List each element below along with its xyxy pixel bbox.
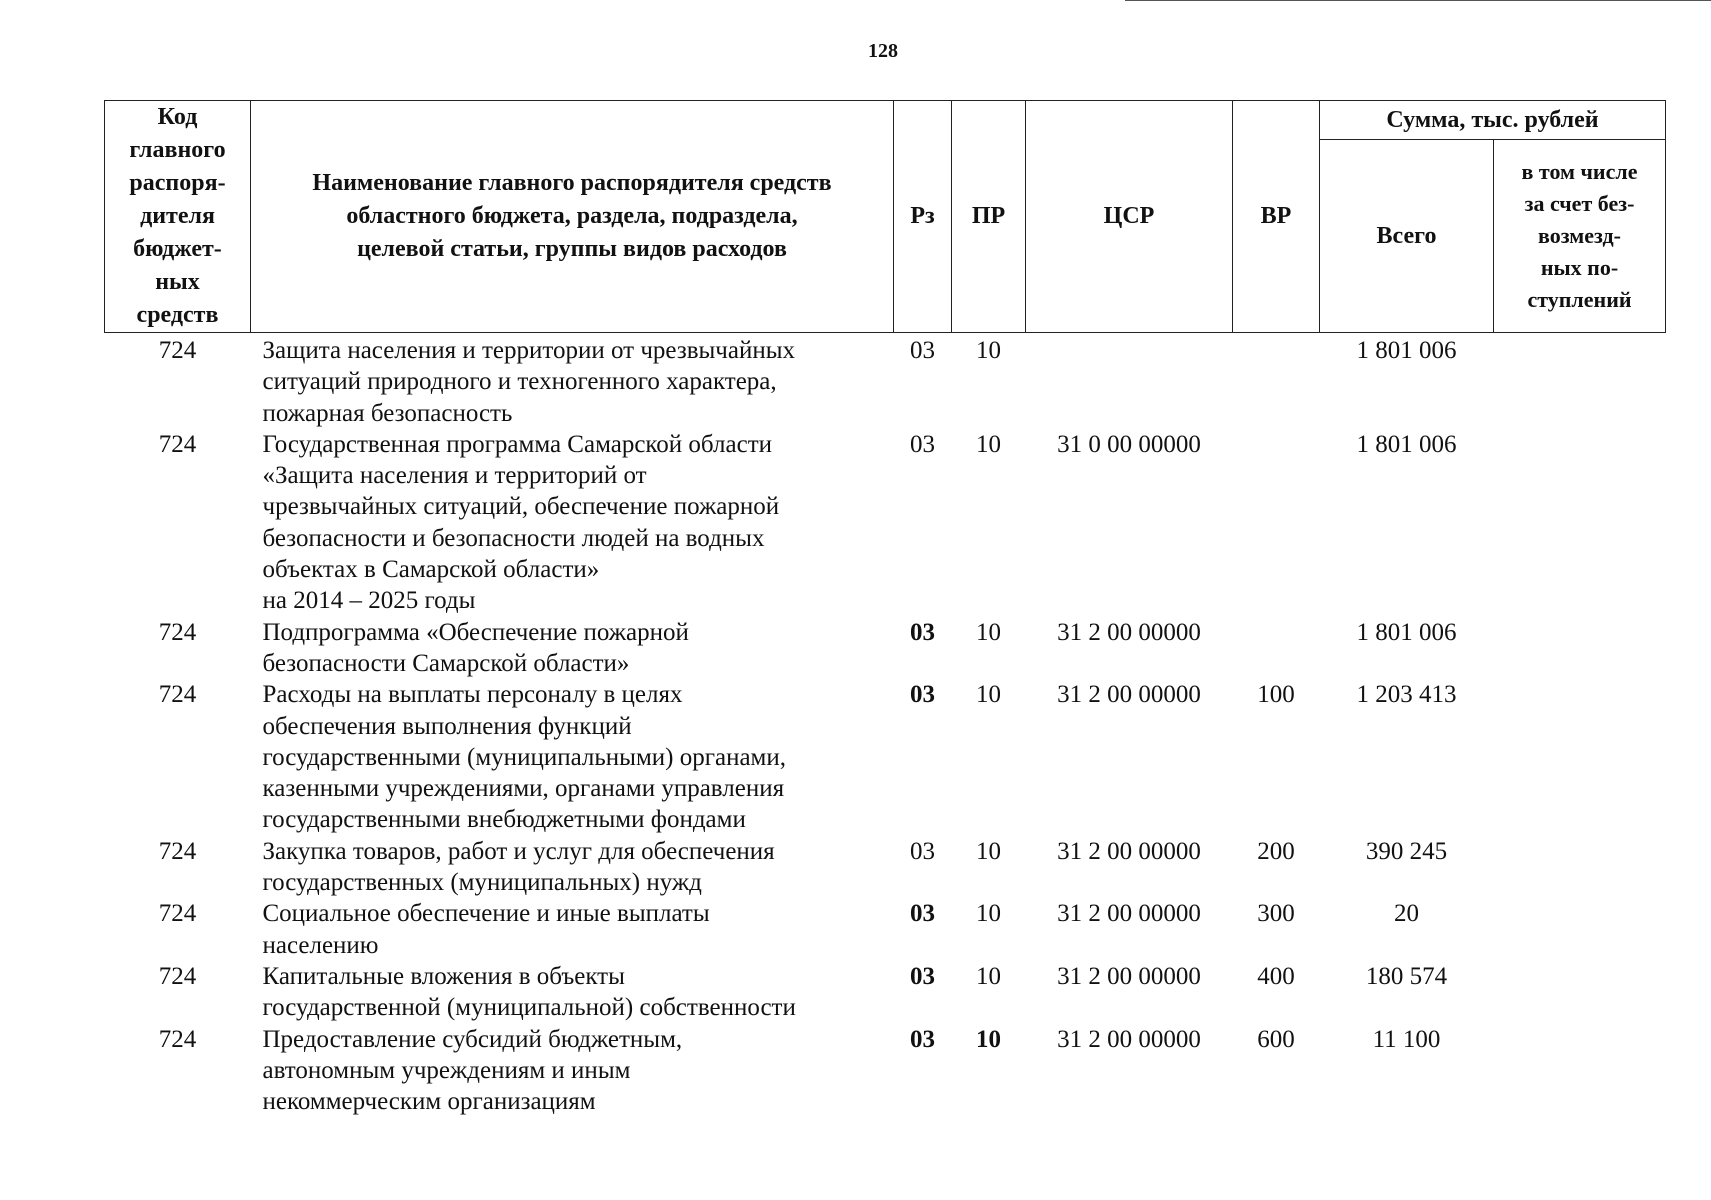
row-including xyxy=(1494,836,1666,899)
row-vr: 100 xyxy=(1257,681,1295,709)
row-name: Предоставление субсидий бюджетным, автономным учреждениям и иным некоммерческим организациям xyxy=(262,1025,683,1116)
header-including: в том числе за счет без- возмезд- ных по- ступлений xyxy=(1494,140,1666,333)
row-code: 724 xyxy=(158,1025,197,1053)
row-vr xyxy=(1233,429,1320,617)
table-body xyxy=(105,333,1666,1118)
row-total: 11 100 xyxy=(1372,1025,1441,1053)
row-pr: 10 xyxy=(976,900,1001,928)
row-rz: 03 xyxy=(910,430,935,458)
top-rule xyxy=(1125,0,1711,1)
row-including xyxy=(1494,617,1666,680)
row-csr: 31 2 00 00000 xyxy=(1057,837,1201,865)
row-total: 1 801 006 xyxy=(1356,618,1457,646)
table-row xyxy=(105,961,1666,1024)
row-including xyxy=(1494,1024,1666,1118)
row-including xyxy=(1494,429,1666,617)
header-name: Наименование главного распорядителя средств областного бюджета, раздела, подраздела, целевой статьи, группы видов расходов xyxy=(251,101,894,333)
table-row xyxy=(105,836,1666,899)
row-csr: 31 0 00 00000 xyxy=(1057,430,1201,458)
row-rz: 03 xyxy=(910,337,935,364)
row-code: 724 xyxy=(158,430,197,458)
row-name: Подпрограмма «Обеспечение пожарной безопасности Самарской области» xyxy=(262,618,689,677)
row-name: Закупка товаров, работ и услуг для обеспечения государственных (муниципальных) нужд xyxy=(262,837,775,897)
header-pr: ПР xyxy=(952,101,1026,333)
row-csr: 31 2 00 00000 xyxy=(1057,618,1201,646)
page-number: 128 xyxy=(868,40,898,62)
row-vr: 400 xyxy=(1257,962,1295,990)
row-vr xyxy=(1233,617,1320,680)
row-total: 1 203 413 xyxy=(1356,681,1457,709)
header-code: Код главного распоря- дителя бюджет- ных средств xyxy=(105,101,251,333)
table-row xyxy=(105,617,1666,680)
row-rz: 03 xyxy=(910,681,935,709)
row-total: 1 801 006 xyxy=(1356,430,1457,458)
row-name: Расходы на выплаты персоналу в целях обеспечения выполнения функций государственными (муниципальными) органами, казенными учреждениями, органами управления государственными внебюджетными фондами xyxy=(262,681,786,834)
row-rz: 03 xyxy=(910,837,935,865)
row-csr: 31 2 00 00000 xyxy=(1057,1025,1201,1053)
table-row xyxy=(105,898,1666,961)
header-csr: ЦСР xyxy=(1026,101,1233,333)
row-total: 1 801 006 xyxy=(1356,337,1457,364)
row-name: Защита населения и территории от чрезвычайных ситуаций природного и техногенного характера, пожарная безопасность xyxy=(262,337,796,427)
row-pr: 10 xyxy=(976,681,1001,709)
row-rz: 03 xyxy=(910,900,935,928)
table-row xyxy=(105,679,1666,835)
row-code: 724 xyxy=(158,837,197,865)
row-code: 724 xyxy=(158,681,197,709)
row-including xyxy=(1494,898,1666,961)
row-name: Социальное обеспечение и иные выплаты населению xyxy=(262,900,710,959)
row-including xyxy=(1494,333,1666,429)
row-code: 724 xyxy=(158,962,197,990)
row-pr: 10 xyxy=(976,837,1001,865)
header-rz: Рз xyxy=(894,101,952,333)
row-pr: 10 xyxy=(976,962,1001,990)
row-csr: 31 2 00 00000 xyxy=(1057,900,1201,928)
row-code: 724 xyxy=(158,900,197,928)
row-pr: 10 xyxy=(976,337,1001,364)
row-code: 724 xyxy=(158,337,197,364)
row-rz: 03 xyxy=(910,1025,935,1053)
table-row xyxy=(105,429,1666,617)
table-row xyxy=(105,333,1666,429)
row-vr: 600 xyxy=(1257,1025,1295,1053)
row-rz: 03 xyxy=(910,618,935,646)
row-total: 180 574 xyxy=(1365,962,1448,990)
budget-table xyxy=(104,100,1666,1117)
row-code: 724 xyxy=(158,618,197,646)
row-including xyxy=(1494,961,1666,1024)
row-vr: 200 xyxy=(1257,837,1295,865)
table-row xyxy=(105,1024,1666,1118)
row-vr xyxy=(1233,333,1320,429)
header-total: Всего xyxy=(1320,140,1494,333)
header-sum-group: Сумма, тыс. рублей xyxy=(1320,101,1666,140)
row-rz: 03 xyxy=(910,962,935,990)
row-pr: 10 xyxy=(976,1025,1001,1053)
row-csr: 31 2 00 00000 xyxy=(1057,681,1201,709)
row-total: 390 245 xyxy=(1365,837,1448,865)
row-total: 20 xyxy=(1394,900,1419,928)
row-csr xyxy=(1026,333,1233,429)
row-pr: 10 xyxy=(976,430,1001,458)
row-vr: 300 xyxy=(1257,900,1295,928)
row-name: Государственная программа Самарской области «Защита населения и территорий от чрезвычайных ситуаций, обеспечение пожарной безопасности и безопасности людей на водных объектах в Самарской области» на 2014 – 2025 годы xyxy=(262,430,780,615)
row-including xyxy=(1494,679,1666,835)
header-vr: ВР xyxy=(1233,101,1320,333)
row-csr: 31 2 00 00000 xyxy=(1057,962,1201,990)
row-name: Капитальные вложения в объекты государственной (муниципальной) собственности xyxy=(262,962,796,1022)
row-pr: 10 xyxy=(976,618,1001,646)
